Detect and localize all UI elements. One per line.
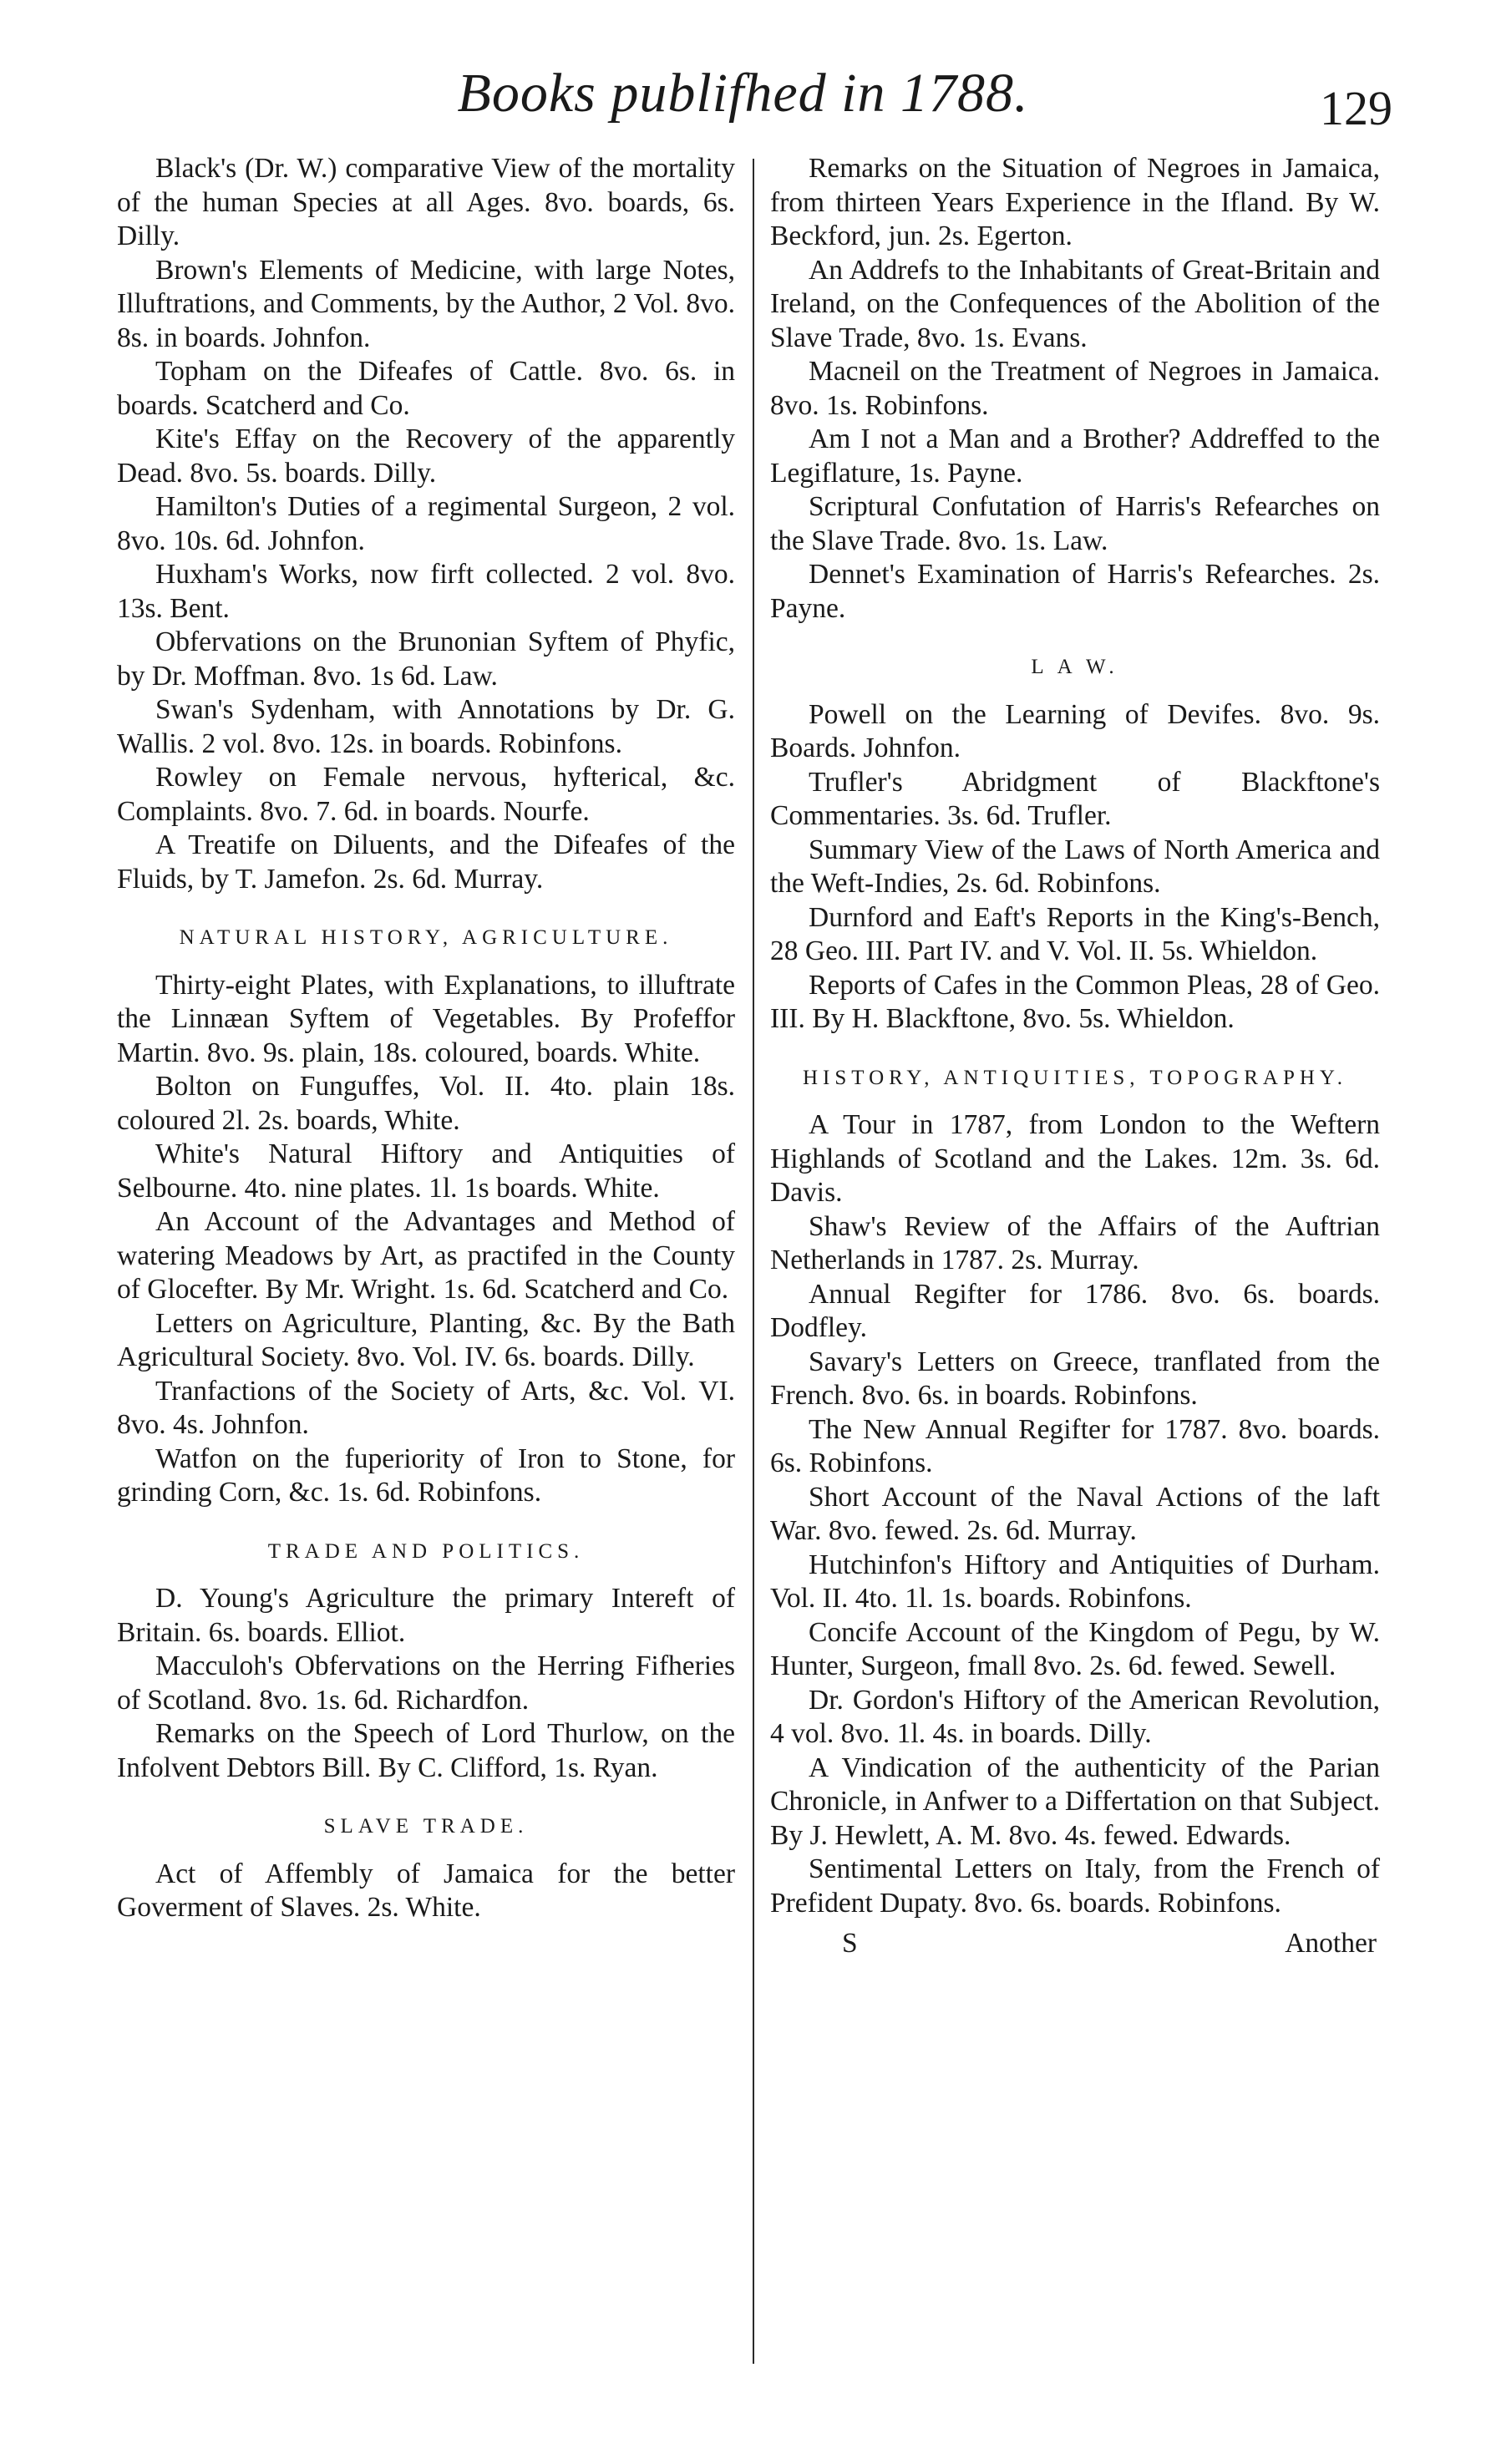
book-entry: Shaw's Review of the Affairs of the Auftrian Netherlands in 1787. 2s. Murray. [770, 1210, 1380, 1275]
book-entry: Topham on the Difeafes of Cattle. 8vo. 6s. in boards. Scatcherd and Co. [117, 356, 735, 421]
section-heading: HISTORY, ANTIQUITIES, TOPOGRAPHY. [802, 1066, 1348, 1089]
section-heading: NATURAL HISTORY, AGRICULTURE. [179, 926, 673, 949]
book-entry: Scriptural Confutation of Harris's Refearches on the Slave Trade. 8vo. 1s. Law. [770, 491, 1380, 556]
right-column [770, 152, 1380, 1960]
book-entry: D. Young's Agriculture the primary Intereft of Britain. 6s. boards. Elliot. [117, 1583, 735, 1648]
book-entry: A Vindication of the authenticity of the Parian Chronicle, in Anfwer to a Differtation on that Subject. By J. Hewlett, A. M. 8vo. 4s. fewed. Edwards. [770, 1752, 1380, 1851]
section-heading: SLAVE TRADE. [323, 1815, 529, 1838]
book-entry: Hutchinfon's Hiftory and Antiquities of Durham. Vol. II. 4to. 1l. 1s. boards. Robinfons. [770, 1549, 1380, 1614]
book-entry: Thirty-eight Plates, with Explanations, to illuftrate the Linnæan Syftem of Vegetables. By Profeffor Martin. 8vo. 9s. plain, 18s. coloured, boards. White. [117, 969, 735, 1068]
book-entry: Reports of Cafes in the Common Pleas, 28 of Geo. III. By H. Blackftone, 8vo. 5s. Whieldon. [770, 969, 1380, 1034]
book-entry: A Tour in 1787, from London to the Weftern Highlands of Scotland and the Lakes. 12m. 3s. 6d. Davis. [770, 1109, 1380, 1208]
book-entry: Summary View of the Laws of North America and the Weft-Indies, 2s. 6d. Robinfons. [770, 834, 1380, 899]
left-column [117, 152, 735, 1925]
book-entry: Brown's Elements of Medicine, with large Notes, Illuftrations, and Comments, by the Author, 2 Vol. 8vo. 8s. in boards. Johnfon. [117, 254, 735, 353]
book-entry: Savary's Letters on Greece, tranflated from the French. 8vo. 6s. in boards. Robinfons. [770, 1346, 1380, 1411]
book-entry: Powell on the Learning of Devifes. 8vo. 9s. Boards. Johnfon. [770, 698, 1380, 763]
book-entry: Concife Account of the Kingdom of Pegu, by W. Hunter, Surgeon, fmall 8vo. 2s. 6d. fewed. Sewell. [770, 1616, 1380, 1681]
page-number: 129 [1320, 81, 1392, 135]
page-header [0, 52, 1486, 152]
section-heading: L A W. [1031, 656, 1119, 678]
book-entry: Remarks on the Situation of Negroes in Jamaica, from thirteen Years Experience in the Ifland. By W. Beckford, jun. 2s. Egerton. [770, 153, 1380, 251]
book-entry: Macculoh's Obfervations on the Herring Fifheries of Scotland. 8vo. 1s. 6d. Richardfon. [117, 1650, 735, 1716]
book-entry: An Addrefs to the Inhabitants of Great-Britain and Ireland, on the Confequences of the Abolition of the Slave Trade, 8vo. 1s. Evans. [770, 254, 1380, 353]
book-entry: An Account of the Advantages and Method of watering Meadows by Art, as practifed in the County of Glocefter. By Mr. Wright. 1s. 6d. Scatcherd and Co. [117, 1206, 735, 1305]
book-entry: A Treatife on Diluents, and the Difeafes of the Fluids, by T. Jamefon. 2s. 6d. Murray. [117, 829, 735, 895]
book-entry: Am I not a Man and a Brother? Addreffed to the Legiflature, 1s. Payne. [770, 423, 1380, 489]
column-divider [753, 159, 754, 2364]
book-entry: Dr. Gordon's Hiftory of the American Revolution, 4 vol. 8vo. 1l. 4s. in boards. Dilly. [770, 1684, 1380, 1749]
book-entry: Hamilton's Duties of a regimental Surgeon, 2 vol. 8vo. 10s. 6d. Johnfon. [117, 491, 735, 556]
book-entry: Tranfactions of the Society of Arts, &c. Vol. VI. 8vo. 4s. Johnfon. [117, 1375, 735, 1440]
book-entry: Watfon on the fuperiority of Iron to Stone, for grinding Corn, &c. 1s. 6d. Robinfons. [117, 1442, 735, 1508]
book-entry: Swan's Sydenham, with Annotations by Dr. G. Wallis. 2 vol. 8vo. 12s. in boards. Robinfons. [117, 694, 735, 759]
book-entry: Huxham's Works, now firft collected. 2 vol. 8vo. 13s. Bent. [117, 559, 735, 624]
book-entry: Macneil on the Treatment of Negroes in Jamaica. 8vo. 1s. Robinfons. [770, 356, 1380, 421]
book-entry: White's Natural Hiftory and Antiquities of Selbourne. 4to. nine plates. 1l. 1s boards. White. [117, 1138, 735, 1204]
book-entry: Sentimental Letters on Italy, from the French of Prefident Dupaty. 8vo. 6s. boards. Robinfons. [770, 1853, 1380, 1919]
book-entry: Annual Regifter for 1786. 8vo. 6s. boards. Dodfley. [770, 1278, 1380, 1343]
book-entry: Act of Affembly of Jamaica for the better Goverment of Slaves. 2s. White. [117, 1858, 735, 1923]
book-entry: Bolton on Funguffes, Vol. II. 4to. plain 18s. coloured 2l. 2s. boards, White. [117, 1071, 735, 1136]
book-entry: Remarks on the Speech of Lord Thurlow, on the Infolvent Debtors Bill. By C. Clifford, 1s. Ryan. [117, 1718, 735, 1783]
book-entry: Dennet's Examination of Harris's Refearches. 2s. Payne. [770, 559, 1380, 624]
book-entry: Black's (Dr. W.) comparative View of the mortality of the human Species at all Ages. 8vo. boards, 6s. Dilly. [117, 153, 735, 251]
section-heading: TRADE AND POLITICS. [267, 1539, 585, 1563]
book-entry: Trufler's Abridgment of Blackftone's Commentaries. 3s. 6d. Trufler. [770, 766, 1380, 831]
running-title: Books publifhed in 1788. [457, 63, 1029, 124]
catchword: Another [1285, 1928, 1377, 1959]
book-entry: Obfervations on the Brunonian Syftem of Phyfic, by Dr. Moffman. 8vo. 1s 6d. Law. [117, 626, 735, 692]
book-entry: Letters on Agriculture, Planting, &c. By the Bath Agricultural Society. 8vo. Vol. IV. 6s. boards. Dilly. [117, 1307, 735, 1372]
signature-mark: S [842, 1928, 858, 1959]
footer-line [770, 1927, 1380, 1960]
book-entry: Short Account of the Naval Actions of the laft War. 8vo. fewed. 2s. 6d. Murray. [770, 1481, 1380, 1546]
book-entry: Durnford and Eaft's Reports in the King's-Bench, 28 Geo. III. Part IV. and V. Vol. II. 5s. Whieldon. [770, 901, 1380, 966]
book-entry: The New Annual Regifter for 1787. 8vo. boards. 6s. Robinfons. [770, 1413, 1380, 1478]
book-entry: Rowley on Female nervous, hyfterical, &c. Complaints. 8vo. 7. 6d. in boards. Nourfe. [117, 762, 735, 827]
book-entry: Kite's Effay on the Recovery of the apparently Dead. 8vo. 5s. boards. Dilly. [117, 423, 735, 489]
